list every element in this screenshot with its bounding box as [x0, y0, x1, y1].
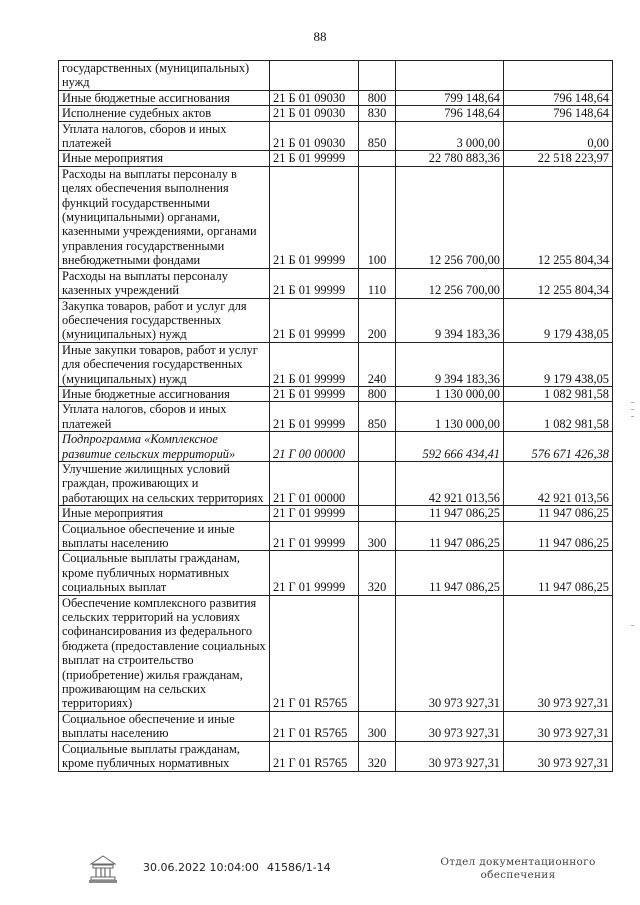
row-plan-value-cell: 30 973 927,31	[396, 711, 504, 741]
row-actual-value-cell: 42 921 013,56	[504, 461, 613, 505]
row-type-cell: 830	[359, 106, 396, 121]
row-type-cell	[359, 432, 396, 462]
row-actual-value-cell: 30 973 927,31	[504, 595, 613, 711]
row-actual-value-cell: 9 179 438,05	[504, 342, 613, 386]
row-code-cell: 21 Г 01 99999	[270, 506, 359, 521]
row-actual-value-cell: 1 082 981,58	[504, 402, 613, 432]
table-row	[59, 521, 613, 551]
row-code-cell: 21 Б 01 99999	[270, 298, 359, 342]
row-plan-value-cell: 799 148,64	[396, 90, 504, 105]
row-type-cell	[359, 61, 396, 91]
table-row	[59, 432, 613, 462]
row-type-cell	[359, 595, 396, 711]
table-row	[59, 595, 613, 711]
row-code-cell: 21 Б 01 99999	[270, 342, 359, 386]
row-plan-value-cell	[396, 61, 504, 91]
row-plan-value-cell: 30 973 927,31	[396, 741, 504, 771]
row-type-cell	[359, 151, 396, 166]
edge-mark	[631, 409, 634, 410]
row-name-cell: Иные бюджетные ассигнования	[59, 90, 270, 105]
row-plan-value-cell: 11 947 086,25	[396, 551, 504, 595]
row-name-cell: Социальное обеспечение и иные выплаты населению	[59, 521, 270, 551]
page-footer	[0, 848, 640, 905]
row-code-cell: 21 Б 01 09030	[270, 121, 359, 151]
row-code-cell: 21 Б 01 99999	[270, 386, 359, 401]
row-name-cell: Расходы на выплаты персоналу казенных учреждений	[59, 268, 270, 298]
edge-mark	[631, 625, 634, 626]
table-row	[59, 61, 613, 91]
page-number: 88	[313, 29, 327, 44]
edge-mark	[631, 402, 634, 403]
table-row	[59, 166, 613, 268]
footer-doc-number: 41586/1-14	[267, 861, 331, 874]
row-plan-value-cell: 9 394 183,36	[396, 342, 504, 386]
row-name-cell: Иные закупки товаров, работ и услуг для обеспечения государственных (муниципальных) нужд	[59, 342, 270, 386]
row-code-cell: 21 Б 01 99999	[270, 166, 359, 268]
table-row	[59, 151, 613, 166]
row-actual-value-cell: 796 148,64	[504, 90, 613, 105]
row-type-cell: 850	[359, 121, 396, 151]
row-code-cell: 21 Г 01 00000	[270, 461, 359, 505]
row-actual-value-cell: 9 179 438,05	[504, 298, 613, 342]
row-name-cell: Уплата налогов, сборов и иных платежей	[59, 402, 270, 432]
row-actual-value-cell: 11 947 086,25	[504, 521, 613, 551]
row-name-cell: Иные бюджетные ассигнования	[59, 386, 270, 401]
row-code-cell: 21 Г 01 R5765	[270, 741, 359, 771]
table-row	[59, 106, 613, 121]
row-actual-value-cell: 796 148,64	[504, 106, 613, 121]
row-type-cell: 850	[359, 402, 396, 432]
row-plan-value-cell: 592 666 434,41	[396, 432, 504, 462]
row-code-cell: 21 Г 01 R5765	[270, 595, 359, 711]
row-plan-value-cell: 1 130 000,00	[396, 386, 504, 401]
row-code-cell: 21 Б 01 99999	[270, 402, 359, 432]
row-name-cell: Подпрограмма «Комплексное развитие сельских территорий»	[59, 432, 270, 462]
row-name-cell: Расходы на выплаты персоналу в целях обеспечения выполнения функций государственными (муниципальными) органами, казенными учреждениями, органами управления государственными внебюджетными фондами	[59, 166, 270, 268]
row-type-cell: 110	[359, 268, 396, 298]
row-plan-value-cell: 42 921 013,56	[396, 461, 504, 505]
row-code-cell: 21 Б 01 99999	[270, 151, 359, 166]
row-name-cell: Иные мероприятия	[59, 506, 270, 521]
row-code-cell	[270, 61, 359, 91]
table-row	[59, 386, 613, 401]
row-code-cell: 21 Г 00 00000	[270, 432, 359, 462]
table-row	[59, 711, 613, 741]
table-row	[59, 506, 613, 521]
table-row	[59, 461, 613, 505]
row-code-cell: 21 Б 01 99999	[270, 268, 359, 298]
row-type-cell	[359, 461, 396, 505]
row-type-cell: 800	[359, 90, 396, 105]
footer-datetime: 30.06.2022 10:04:00	[143, 861, 259, 874]
row-type-cell	[359, 506, 396, 521]
row-plan-value-cell: 12 256 700,00	[396, 166, 504, 268]
row-plan-value-cell: 30 973 927,31	[396, 595, 504, 711]
row-name-cell: Социальные выплаты гражданам, кроме публичных нормативных	[59, 741, 270, 771]
row-plan-value-cell: 3 000,00	[396, 121, 504, 151]
row-name-cell: Иные мероприятия	[59, 151, 270, 166]
row-actual-value-cell: 11 947 086,25	[504, 506, 613, 521]
row-name-cell: Исполнение судебных актов	[59, 106, 270, 121]
row-actual-value-cell: 12 255 804,34	[504, 268, 613, 298]
row-actual-value-cell: 30 973 927,31	[504, 741, 613, 771]
row-type-cell: 100	[359, 166, 396, 268]
budget-table	[58, 60, 613, 772]
row-name-cell: Социальное обеспечение и иные выплаты населению	[59, 711, 270, 741]
row-actual-value-cell: 1 082 981,58	[504, 386, 613, 401]
row-actual-value-cell: 22 518 223,97	[504, 151, 613, 166]
budget-table-body	[59, 61, 613, 772]
row-plan-value-cell: 1 130 000,00	[396, 402, 504, 432]
row-plan-value-cell: 9 394 183,36	[396, 298, 504, 342]
row-actual-value-cell: 11 947 086,25	[504, 551, 613, 595]
row-actual-value-cell: 30 973 927,31	[504, 711, 613, 741]
row-type-cell: 320	[359, 551, 396, 595]
row-code-cell: 21 Г 01 R5765	[270, 711, 359, 741]
row-code-cell: 21 Г 01 99999	[270, 551, 359, 595]
row-name-cell: Социальные выплаты гражданам, кроме публичных нормативных социальных выплат	[59, 551, 270, 595]
row-actual-value-cell: 576 671 426,38	[504, 432, 613, 462]
row-code-cell: 21 Б 01 09030	[270, 90, 359, 105]
edge-mark	[631, 416, 634, 417]
row-plan-value-cell: 796 148,64	[396, 106, 504, 121]
table-row	[59, 342, 613, 386]
row-plan-value-cell: 11 947 086,25	[396, 521, 504, 551]
table-row	[59, 741, 613, 771]
table-row	[59, 298, 613, 342]
row-plan-value-cell: 22 780 883,36	[396, 151, 504, 166]
row-type-cell: 300	[359, 711, 396, 741]
row-type-cell: 800	[359, 386, 396, 401]
row-actual-value-cell	[504, 61, 613, 91]
row-name-cell: государственных (муниципальных) нужд	[59, 61, 270, 91]
footer-department: Отдел документационного обеспечения	[440, 856, 596, 881]
table-row	[59, 268, 613, 298]
table-row	[59, 551, 613, 595]
table-row	[59, 90, 613, 105]
row-actual-value-cell: 0,00	[504, 121, 613, 151]
table-row	[59, 402, 613, 432]
row-plan-value-cell: 12 256 700,00	[396, 268, 504, 298]
row-name-cell: Уплата налогов, сборов и иных платежей	[59, 121, 270, 151]
row-type-cell: 240	[359, 342, 396, 386]
row-type-cell: 200	[359, 298, 396, 342]
registry-seal-icon	[88, 854, 118, 884]
table-row	[59, 121, 613, 151]
row-name-cell: Закупка товаров, работ и услуг для обеспечения государственных (муниципальных) нужд	[59, 298, 270, 342]
row-name-cell: Обеспечение комплексного развития сельских территорий на условиях софинансирования из федерального бюджета (предоставление социальных выплат на строительство (приобретение) жилья гражданам, проживающим на сельских территориях)	[59, 595, 270, 711]
row-code-cell: 21 Б 01 09030	[270, 106, 359, 121]
row-code-cell: 21 Г 01 99999	[270, 521, 359, 551]
row-name-cell: Улучшение жилищных условий граждан, проживающих и работающих на сельских территориях	[59, 461, 270, 505]
row-type-cell: 320	[359, 741, 396, 771]
row-type-cell: 300	[359, 521, 396, 551]
row-plan-value-cell: 11 947 086,25	[396, 506, 504, 521]
row-actual-value-cell: 12 255 804,34	[504, 166, 613, 268]
